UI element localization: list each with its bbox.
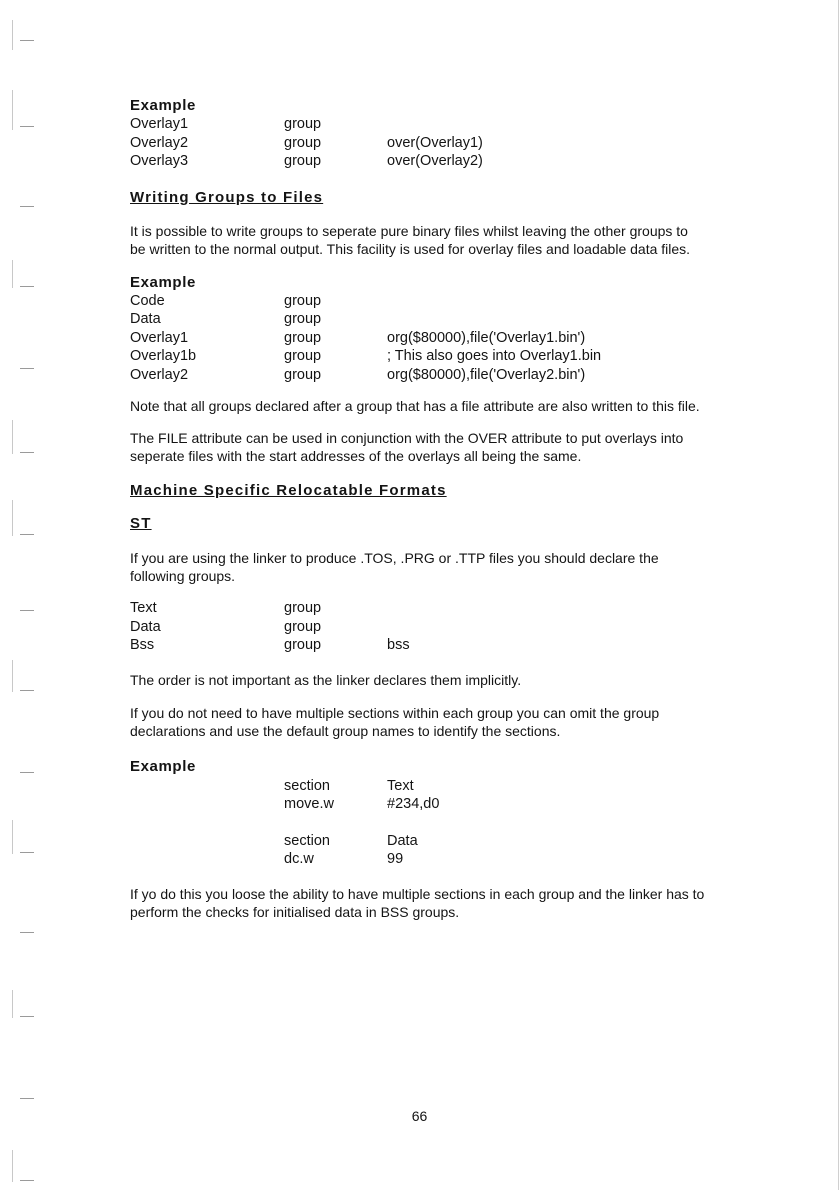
table-row [130,366,601,385]
directive: move.w [284,796,334,812]
group-attribute: ; This also goes into Overlay1.bin [387,348,602,364]
page-number: 66 [411,1108,428,1124]
group-name: Overlay2 [130,134,189,151]
directive-operand: Data [387,832,418,849]
order-note: The order is not important as the linker declares them implicitly. [130,671,522,688]
edge-tick [20,932,34,933]
group-keyword: group [284,637,322,653]
group-keyword: group [284,348,322,364]
table-row [130,310,601,329]
section-title-writing-groups: Writing Groups to Files [130,188,324,206]
directive: dc.w [284,851,314,867]
edge-line [12,260,13,288]
edge-line [12,90,13,130]
group-attribute [387,115,483,134]
group-keyword: group [284,618,322,635]
directive-operand: Text [387,777,414,794]
example-heading: Example [130,97,196,114]
edge-tick [20,286,34,287]
group-name: Overlay1b [130,348,197,364]
group-attribute: org($80000),file('Overlay1.bin') [387,329,586,346]
group-attribute [387,310,601,329]
group-keyword: group [284,153,322,169]
table-row [130,329,601,348]
binding-edge-marks [0,0,60,1190]
group-name: Overlay2 [130,366,189,383]
example-heading: Example [130,273,196,291]
directive: section [284,777,330,794]
closing-paragraph: If yo do this you loose the ability to have multiple sections in each group and the linker has to perform the checks for initialised data in BSS groups. [130,885,705,920]
edge-tick [20,40,34,41]
table-row [130,347,601,366]
writing-groups-paragraph: It is possible to write groups to seperate pure binary files whilst leaving the other groups to be written to the normal output. This facility is used for overlay files and loadable data files. [130,222,691,257]
table-row [130,134,483,153]
edge-line [12,500,13,536]
edge-tick [20,1016,34,1017]
multiple-sections-note: If you do not need to have multiple sections within each group you can omit the group declarations and use the default group names to identify the sections. [130,704,660,739]
table-row [130,115,483,134]
edge-line [12,820,13,854]
section-code-block-1 [284,777,439,814]
group-name: Bss [130,637,155,653]
group-attribute [387,618,410,637]
group-keyword: group [284,292,322,309]
group-keyword: group [284,600,322,616]
edge-tick [20,368,34,369]
section-title-machine-formats: Machine Specific Relocatable Formats [130,482,447,499]
edge-tick [20,534,34,535]
directive-operand: 99 [387,851,404,867]
table-row [130,292,601,311]
file-attribute-note: Note that all groups declared after a group that has a file attribute are also written to this file. [130,398,700,414]
edge-tick [20,126,34,127]
st-intro-paragraph: If you are using the linker to produce .TOS, .PRG or .TTP files you should declare the following groups. [130,550,659,584]
edge-tick [20,690,34,691]
group-name: Overlay1 [130,116,189,132]
group-name: Overlay3 [130,153,189,169]
group-name: Data [130,618,161,635]
table-row [284,832,418,851]
table-row [284,777,439,796]
example-heading: Example [130,757,196,775]
edge-line [12,420,13,454]
edge-tick [20,610,34,611]
group-attribute: over(Overlay1) [387,134,483,151]
table-row [284,850,418,869]
group-name: Text [130,600,157,616]
group-attribute: bss [387,637,410,653]
edge-line [12,660,13,692]
table-row [130,152,483,171]
edge-tick [20,1098,34,1099]
over-attribute-note: The FILE attribute can be used in conjunction with the OVER attribute to put overlays into seperate files with the start addresses of the overlays all being the same. [130,430,684,464]
table-row [130,599,410,618]
group-attribute: over(Overlay2) [387,153,483,169]
subsection-title-st: ST [130,515,152,532]
overlay-group-table [130,115,483,171]
group-name: Data [130,311,161,327]
group-name: Code [130,292,165,309]
edge-line [12,1150,13,1182]
file-group-table [130,292,601,385]
table-row [130,636,410,655]
edge-line [12,20,13,50]
group-attribute: org($80000),file('Overlay2.bin') [387,366,586,383]
main-content [130,96,730,921]
edge-tick [20,852,34,853]
group-keyword: group [284,366,322,383]
group-attribute [387,599,410,618]
st-group-table [130,599,410,655]
edge-tick [20,772,34,773]
directive: section [284,832,330,849]
group-keyword: group [284,116,322,132]
group-attribute [387,292,601,311]
group-keyword: group [284,329,322,346]
directive-operand: #234,d0 [387,796,440,812]
group-keyword: group [284,311,322,327]
table-row [284,795,439,814]
group-name: Overlay1 [130,329,189,346]
table-row [130,618,410,637]
edge-tick [20,452,34,453]
edge-tick [20,206,34,207]
edge-line [12,990,13,1018]
group-keyword: group [284,134,322,151]
edge-tick [20,1180,34,1181]
section-code-block-2 [284,832,418,869]
